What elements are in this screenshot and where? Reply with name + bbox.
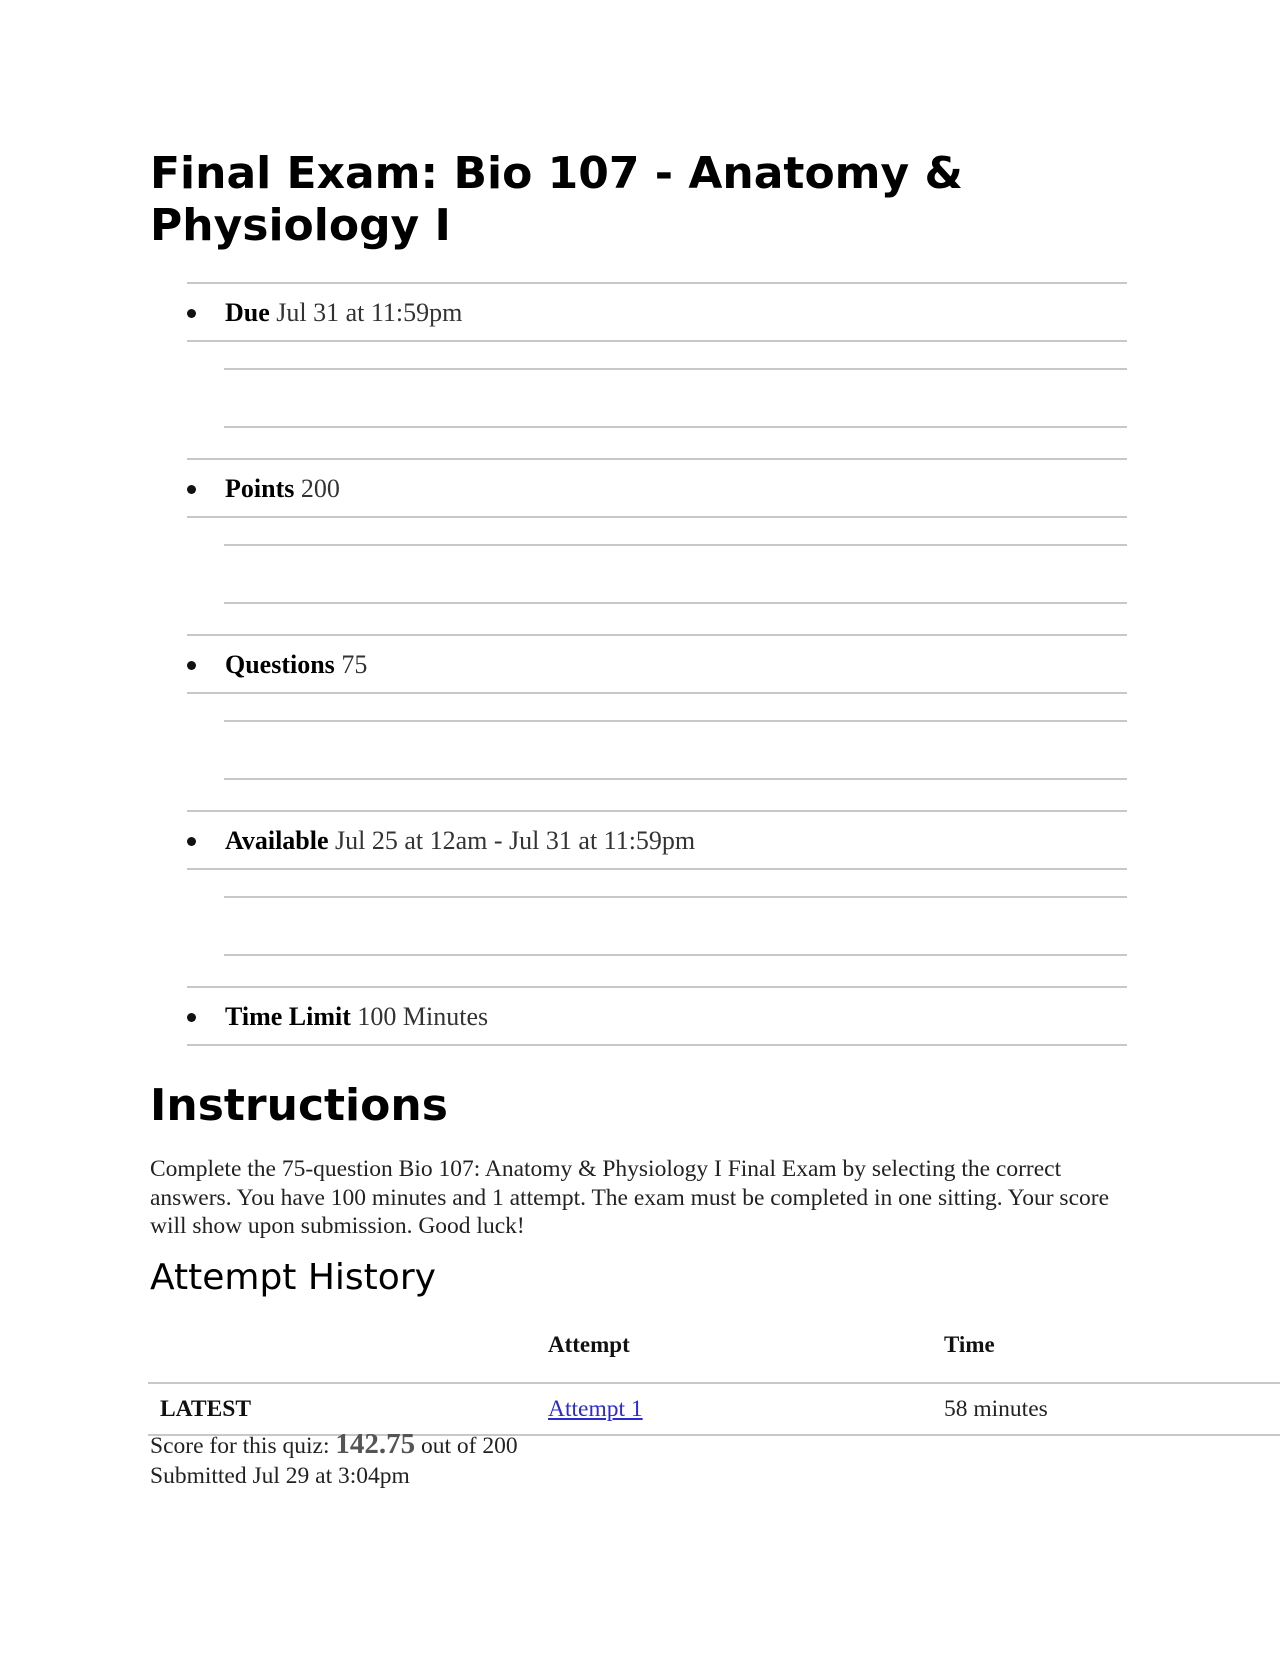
score-value: 142.75	[335, 1428, 416, 1460]
column-header-time: Time	[944, 1332, 995, 1357]
detail-value: Jul 25 at 12am - Jul 31 at 11:59pm	[335, 826, 696, 855]
instructions-heading: Instructions	[150, 1080, 448, 1131]
detail-label: Questions	[225, 650, 335, 679]
detail-value: 100 Minutes	[357, 1002, 489, 1031]
bullet-icon	[187, 1013, 196, 1022]
bullet-icon	[187, 309, 196, 318]
score-prefix: Score for this quiz:	[150, 1433, 330, 1459]
bullet-icon	[187, 837, 196, 846]
submitted-timestamp: Submitted Jul 29 at 3:04pm	[150, 1463, 410, 1489]
detail-value: Jul 31 at 11:59pm	[276, 298, 463, 327]
quiz-score	[150, 1428, 518, 1461]
detail-questions	[187, 634, 1127, 694]
detail-label: Due	[225, 298, 270, 327]
instructions-text: Complete the 75-question Bio 107: Anatomy & Physiology I Final Exam by selecting the correct answers. You have 100 minutes and 1 attempt. The exam must be completed in one sitting. Your score will show upon submission. Good luck!	[150, 1156, 1110, 1239]
bullet-icon	[187, 661, 196, 670]
bullet-icon	[187, 485, 196, 494]
detail-label: Time Limit	[225, 1002, 351, 1031]
column-header-attempt: Attempt	[548, 1332, 630, 1357]
detail-divider	[224, 544, 1127, 604]
attempt-status: LATEST	[160, 1396, 251, 1422]
page-title: Final Exam: Bio 107 - Anatomy & Physiology I	[150, 148, 963, 251]
detail-due	[187, 282, 1127, 342]
attempt-time: 58 minutes	[944, 1396, 1048, 1422]
attempt-1-link[interactable]: Attempt 1	[548, 1396, 643, 1422]
detail-label: Points	[225, 474, 295, 503]
detail-divider	[224, 368, 1127, 428]
detail-value: 75	[341, 650, 368, 679]
detail-time-limit	[187, 986, 1127, 1046]
attempt-history-heading: Attempt History	[150, 1257, 436, 1298]
detail-divider	[224, 720, 1127, 780]
table-header-divider	[148, 1382, 1280, 1384]
detail-points	[187, 458, 1127, 518]
detail-value: 200	[300, 474, 340, 503]
detail-label: Available	[225, 826, 329, 855]
detail-available	[187, 810, 1127, 870]
score-suffix: out of 200	[420, 1433, 518, 1459]
detail-divider	[224, 896, 1127, 956]
